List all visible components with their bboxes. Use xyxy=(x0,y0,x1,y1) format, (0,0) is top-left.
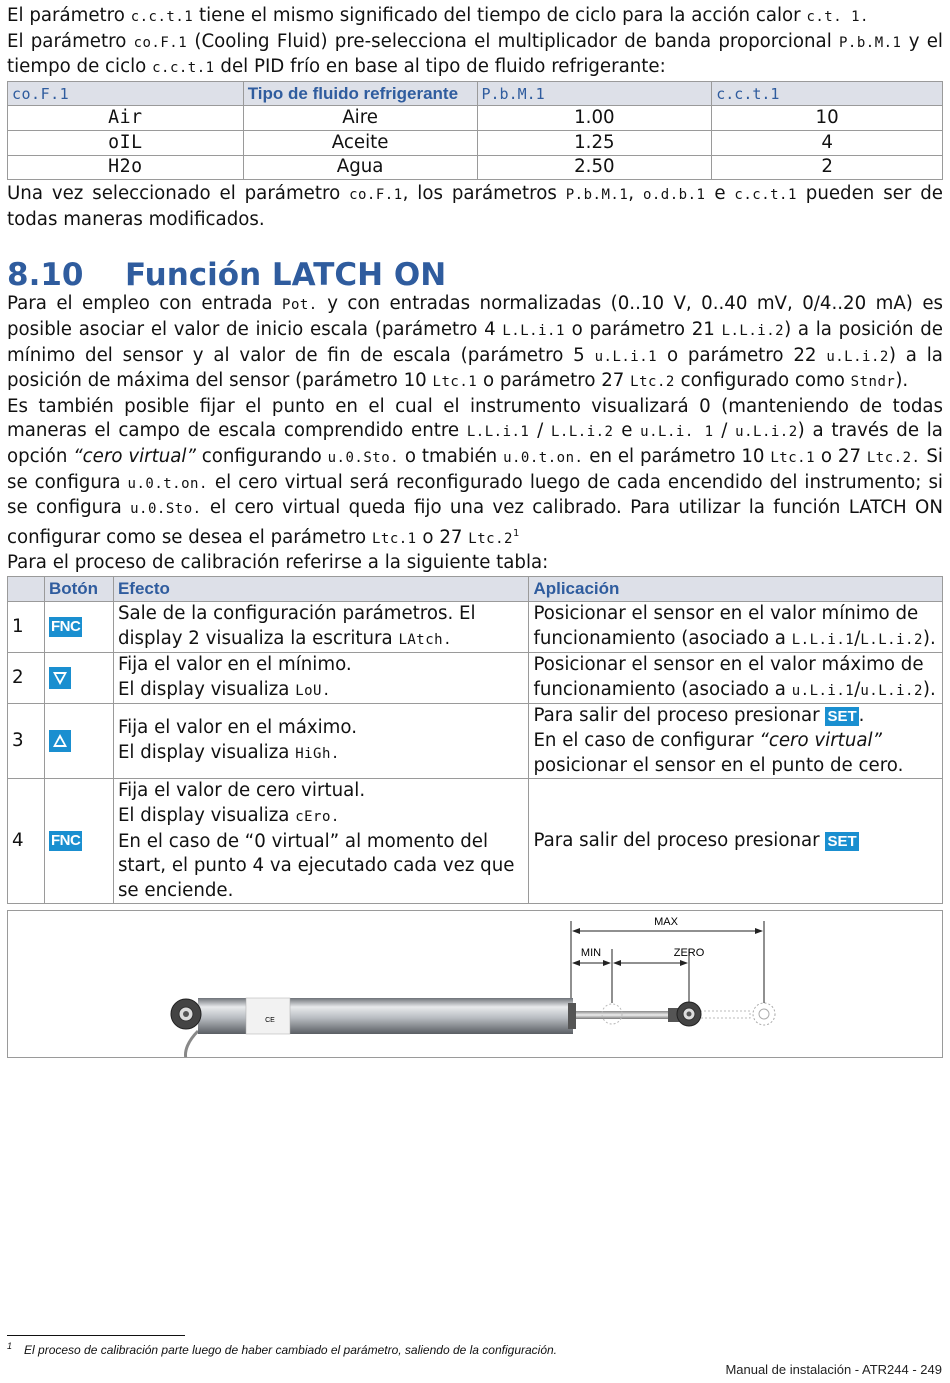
fluid-cct: 4 xyxy=(712,130,943,155)
sensor-figure xyxy=(7,910,943,1058)
col-header: Aplicación xyxy=(529,576,943,601)
button-cell xyxy=(44,653,113,704)
param-code: L.L.i.2 xyxy=(721,322,785,339)
fluid-name: Aceite xyxy=(243,130,477,155)
param-code: u.L.i. 1 xyxy=(640,424,714,441)
application-cell: Posicionar el sensor en el valor máximo de funcionamiento (asociado a u.L.i.1/u.L.i.2). xyxy=(529,653,943,704)
footnote-mark: 1 xyxy=(7,1341,13,1351)
step-number: 4 xyxy=(8,779,45,904)
table-row xyxy=(8,155,943,180)
step-number: 3 xyxy=(8,704,45,779)
button-cell xyxy=(44,704,113,779)
latch-paragraph-2: Es también posible fijar el punto en el cual el instrumento visualizará 0 (manteniendo de todas maneras el campo de escala comprendido entre L.L.i.1 / L.L.i.2 e u.L.i. 1 / u.L.i.2) a través de la opción “cero virtual” configurando u.0.Sto. o tmabién u.0.t.on. en el parámetro 10 Ltc.1 o 27 Ltc.2. Si se configura u.0.t.on. el cero virtual será reconfigurado luego de cada encendido del instrumento; si se configura u.0.Sto. el cero virtual queda fijo una vez calibrado. Para utilizar la función LATCH ON configurar como se desea el parámetro Ltc.1 o 27 Ltc.2$^1$ xyxy=(7,395,943,548)
section-number: 8.10 xyxy=(7,257,84,294)
col-header: P.b.M.1 xyxy=(477,81,712,106)
button-cell xyxy=(44,601,113,652)
param-code: c.c.t.1 xyxy=(734,187,797,204)
emphasis-text: “cero virtual” xyxy=(759,730,882,752)
param-code: L.L.i.1 xyxy=(791,631,855,648)
page xyxy=(7,4,943,1058)
col-header: Efecto xyxy=(113,576,529,601)
fluid-code: oIL xyxy=(8,130,244,155)
latch-paragraph-1: Para el empleo con entrada Pot. y con entradas normalizadas (0..10 V, 0..40 mV, 0/4..20 mA) es posible asociar el valor de inicio escala (parámetro 4 L.L.i.1 o parámetro 21 L.L.i.2) a la posición de mínimo del sensor y al valor de fin de escala (parámetro 5 u.L.i.1 o parámetro 22 u.L.i.2) a la posición de máxima del sensor (parámetro 10 Ltc.1 o parámetro 27 Ltc.2 configurado como Stndr). xyxy=(7,293,943,392)
set-key-icon: SET xyxy=(827,708,857,726)
application-cell: Para salir del proceso presionar SET . En el caso de configurar “cero virtual” posicionar el sensor en el punto de cero. xyxy=(529,704,943,779)
param-code: u.L.i.2 xyxy=(826,348,889,365)
col-header xyxy=(8,576,45,601)
ce-mark: CE xyxy=(265,1017,275,1025)
fluid-cct: 10 xyxy=(712,106,943,131)
max-label: MAX xyxy=(654,916,678,929)
application-cell: Para salir del proceso presionar SET xyxy=(529,779,943,904)
param-code: c.c.t.1 xyxy=(130,9,194,25)
fluid-table xyxy=(7,81,943,180)
max-position-ghost xyxy=(753,1003,775,1025)
table-row xyxy=(8,653,943,704)
param-code: c.t. 1. xyxy=(806,9,869,25)
param-code: L.L.i.2 xyxy=(860,631,923,648)
param-code: Stndr xyxy=(850,374,896,391)
fluid-name: Aire xyxy=(243,106,477,131)
down-arrow-key-icon xyxy=(49,667,71,689)
display-code: LAtch. xyxy=(398,631,453,648)
param-code: u.L.i.1 xyxy=(791,682,855,699)
fnc-key-icon: FNC xyxy=(50,617,81,635)
table-row xyxy=(8,106,943,131)
table-header-row xyxy=(8,576,943,601)
col-header: c.c.t.1 xyxy=(712,81,943,106)
effect-cell: Sale de la configuración parámetros. El display 2 visualiza la escritura LAtch. xyxy=(113,601,529,652)
table-row xyxy=(8,779,943,904)
after-table-paragraph: Una vez seleccionado el parámetro co.F.1, los parámetros P.b.M.1, o.d.b.1 e c.c.t.1 pueden ser de todas maneras modificados. xyxy=(7,183,943,230)
display-code: cEro. xyxy=(295,808,340,825)
set-key-icon: SET xyxy=(827,833,857,851)
param-code: co.F.1 xyxy=(133,34,188,51)
param-code: L.L.i.1 xyxy=(466,424,530,441)
param-code: L.L.i.1 xyxy=(502,322,565,339)
col-header: Tipo de fluido refrigerante xyxy=(243,81,477,106)
param-code: Ltc.1 xyxy=(770,449,816,466)
fluid-code: H2o xyxy=(8,155,244,180)
param-code: Ltc.1 xyxy=(432,374,478,391)
section-title: Función LATCH ON xyxy=(125,257,447,294)
effect-cell: Fija el valor en el máximo. El display visualiza HiGh. xyxy=(113,704,529,779)
table-row xyxy=(8,704,943,779)
step-number: 1 xyxy=(8,601,45,652)
fluid-code: Air xyxy=(8,106,244,131)
emphasis-text: “cero virtual” xyxy=(73,445,196,467)
latch-paragraph-3: Para el proceso de calibración referirse a la siguiente tabla: xyxy=(7,552,549,574)
param-code: u.0.t.on. xyxy=(127,475,208,492)
param-code: c.c.t.1 xyxy=(152,60,215,77)
footnote-text: El proceso de calibración parte luego de haber cambiado el parámetro, saliendo de la configuración. xyxy=(24,1343,558,1357)
fluid-name: Agua xyxy=(243,155,477,180)
footnote-rule xyxy=(7,1335,185,1336)
display-code: LoU. xyxy=(295,682,331,699)
param-code: co.F.1 xyxy=(349,187,403,204)
display-code: HiGh. xyxy=(295,745,340,762)
sensor-label-area xyxy=(246,998,290,1034)
fluid-cct: 2 xyxy=(712,155,943,180)
min-label: MIN xyxy=(580,947,602,960)
page-footer: Manual de instalación - ATR244 - 249 xyxy=(725,1362,942,1377)
footnote xyxy=(7,1341,557,1357)
zero-label: ZERO xyxy=(673,947,705,960)
application-cell: Posicionar el sensor en el valor mínimo de funcionamiento (asociado a L.L.i.1/L.L.i.2). xyxy=(529,601,943,652)
section-heading xyxy=(7,258,943,292)
down-arrow-icon xyxy=(49,667,71,689)
param-code: u.0.t.on. xyxy=(503,449,584,466)
fluid-pbm: 1.25 xyxy=(477,130,712,155)
up-arrow-icon xyxy=(49,730,71,752)
param-code: P.b.M.1 xyxy=(838,34,902,51)
calibration-table xyxy=(7,576,943,904)
param-code: u.L.i.2 xyxy=(735,424,798,441)
param-code: o.d.b.1 xyxy=(642,187,706,204)
dimension-lines xyxy=(571,921,764,1003)
up-arrow-key-icon xyxy=(49,730,71,752)
table-row xyxy=(8,601,943,652)
col-header: Botón xyxy=(44,576,113,601)
param-code: u.L.i.1 xyxy=(594,348,658,365)
effect-cell: Fija el valor en el mínimo. El display visualiza LoU. xyxy=(113,653,529,704)
step-number: 2 xyxy=(8,653,45,704)
intro-paragraph: El parámetro c.c.t.1 tiene el mismo significado del tiempo de ciclo para la acción calor c.t. 1. El parámetro co.F.1 (Cooling Fluid) pre-selecciona el multiplicador de banda proporcional P.b.M.1 y el tiempo de ciclo c.c.t.1 del PID frío en base al tipo de fluido refrigerante: xyxy=(7,5,943,78)
effect-cell: Fija el valor de cero virtual. El display visualiza cEro. En el caso de “0 virtual” al momento del start, el punto 4 va ejecutado cada vez que se enciende. xyxy=(113,779,529,904)
fnc-key-icon: FNC xyxy=(50,832,81,850)
param-code: Pot. xyxy=(282,297,318,314)
param-code: Ltc.2. xyxy=(866,449,921,466)
fluid-pbm: 1.00 xyxy=(477,106,712,131)
table-row xyxy=(8,130,943,155)
linear-potentiometer-diagram xyxy=(8,911,943,1058)
param-code: Ltc.1 xyxy=(371,530,417,547)
param-code: L.L.i.2 xyxy=(550,424,614,441)
param-code: Ltc.2 xyxy=(630,374,675,391)
sensor-rod xyxy=(576,1011,676,1019)
param-code: u.L.i.2 xyxy=(860,682,923,699)
button-cell xyxy=(44,779,113,904)
sensor-end-cap xyxy=(568,1003,576,1029)
footnote-reference: 1 xyxy=(512,527,520,539)
table-header-row xyxy=(8,81,943,106)
param-code: P.b.M.1 xyxy=(565,187,629,204)
fluid-pbm: 2.50 xyxy=(477,155,712,180)
param-code: Ltc.2 xyxy=(468,530,513,547)
col-header: co.F.1 xyxy=(8,81,244,106)
param-code: u.0.Sto. xyxy=(130,501,202,518)
sensor-cable xyxy=(186,1031,199,1058)
param-code: u.0.Sto. xyxy=(327,449,400,466)
